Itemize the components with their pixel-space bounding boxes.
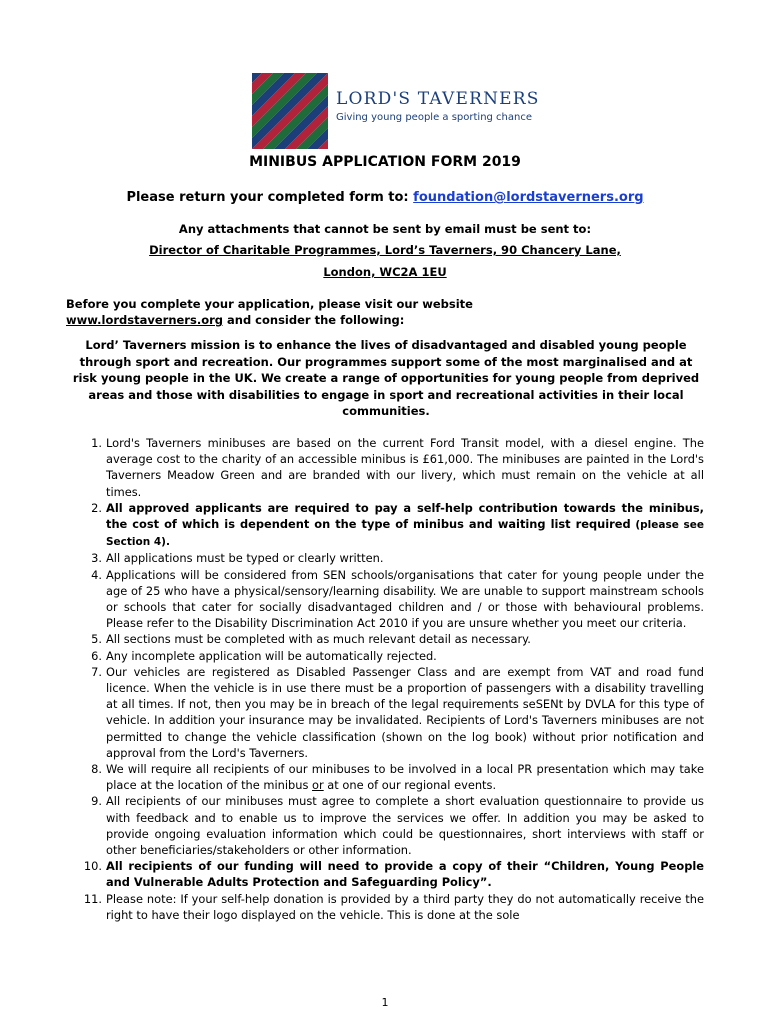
intro-paragraph: [66, 296, 706, 328]
considerations-list: [80, 435, 704, 923]
striped-crest-icon: [252, 73, 328, 149]
website-link[interactable]: www.lordstaverners.org: [66, 313, 223, 327]
address-line-1: Director of Charitable Programmes, Lord’s Taverners, 90 Chancery Lane,: [149, 243, 621, 257]
list-item-text: Applications will be considered from SEN schools/organisations that cater for young people under the age of 25 who have a physical/sensory/learning disability. We are unable to support mainstream schools or schools that cater for socially disadvantaged children and / or those with behavioural problems. Please refer to the Disability Discrimination Act 2010 if you are unsure whether you meet our criteria.: [106, 567, 704, 631]
page-title: MINIBUS APPLICATION FORM 2019: [249, 154, 521, 170]
list-number: 9.: [91, 794, 102, 809]
list-number: 5.: [91, 632, 102, 647]
logo-tagline: Giving young people a sporting chance: [336, 112, 533, 123]
intro-text-before: Before you complete your application, please visit our website: [66, 297, 473, 311]
list-item-text: All recipients of our funding will need to provide a copy of their “Children, Young People and Vulnerable Adults Protection and Safeguarding Policy”.: [106, 859, 704, 890]
list-item-text: All sections must be completed with as much relevant detail as necessary.: [106, 632, 531, 647]
underlined-word: or: [312, 778, 324, 793]
list-item-text: Any incomplete application will be automatically rejected.: [106, 648, 437, 663]
list-number: 1.: [91, 436, 102, 450]
lords-taverners-logo: [252, 73, 540, 151]
list-item-2: [80, 500, 704, 551]
section-reference: (please see Section 4).: [106, 519, 705, 549]
return-instructions: [0, 190, 770, 205]
attachments-note: Any attachments that cannot be sent by email must be sent to:: [178, 222, 592, 236]
list-number: 8.: [91, 762, 102, 777]
list-number: 3.: [91, 551, 102, 566]
list-item-7: [80, 664, 704, 761]
list-item-11: [80, 891, 704, 923]
list-item-5: [80, 631, 704, 647]
list-item-text: All applications must be typed or clearly written.: [106, 551, 384, 566]
foundation-email-link[interactable]: foundation@lordstaverners.org: [413, 190, 644, 205]
list-number: 10.: [83, 859, 102, 874]
return-prefix: Please return your completed form to:: [126, 190, 414, 205]
list-number: 7.: [91, 664, 102, 679]
page-number: 1: [381, 996, 389, 1009]
list-number: 11.: [83, 891, 102, 906]
address-line-2: London, WC2A 1EU: [323, 265, 447, 279]
logo-wordmark: LORD'S TAVERNERS: [336, 89, 540, 109]
list-item-10: [80, 858, 704, 890]
list-item-3: [80, 550, 704, 566]
list-number: 6.: [91, 648, 102, 663]
list-item-text: We will require all recipients of our minibuses to be involved in a local PR presentation which may take place at the location of the minibus: [106, 762, 704, 793]
list-item-text: Our vehicles are registered as Disabled Passenger Class and are exempt from VAT and road fund licence. When the vehicle is in use there must be a proportion of passengers with a disability travelling at all times. If not, then you may be in breach of the legal requirements seSENt by DVLA for this type of vehicle. In addition your insurance may be invalidated. Recipients of Lord's Taverners minibuses are not permitted to change the vehicle classification (shown on the log book) without prior notification and approval from the Lord's Taverners.: [106, 664, 704, 760]
list-item-1: [80, 435, 704, 500]
list-item-text-after: at one of our regional events.: [323, 778, 497, 793]
list-item-8: [80, 761, 704, 793]
list-item-text: All recipients of our minibuses must agree to complete a short evaluation questionnaire to provide us with feedback and to enable us to improve the services we offer. In addition you may be asked to provide ongoing evaluation information which could be questionnaires, short interviews with staff or other beneficiaries/stakeholders or other information.: [106, 794, 704, 858]
list-item-6: [80, 648, 704, 664]
list-item-text: Lord's Taverners minibuses are based on the current Ford Transit model, with a diesel engine. The average cost to the charity of an accessible minibus is £61,000. The minibuses are painted in the Lord's Taverners Meadow Green and are branded with our livery, which must remain on the vehicle at all times.: [106, 436, 704, 499]
mission-statement: Lord’ Taverners mission is to enhance the lives of disadvantaged and disabled young people through sport and recreation. Our programmes support some of the most marginalised and at risk young people in the UK. We create a range of opportunities for young people from deprived areas and those with disabilities to engage in sport and recreational activities in their local communities.: [72, 338, 700, 418]
list-number: 4.: [91, 567, 102, 582]
list-item-4: [80, 567, 704, 632]
list-number: 2.: [91, 500, 102, 515]
list-item-text: All approved applicants are required to pay a self-help contribution towards the minibus, the cost of which is dependent on the type of minibus and waiting list required: [106, 500, 704, 532]
list-item-text: Please note: If your self-help donation is provided by a third party they do not automatically receive the right to have their logo displayed on the vehicle. This is done at the sole: [106, 891, 704, 922]
list-item-9: [80, 793, 704, 858]
intro-text-after: and consider the following:: [223, 313, 405, 327]
